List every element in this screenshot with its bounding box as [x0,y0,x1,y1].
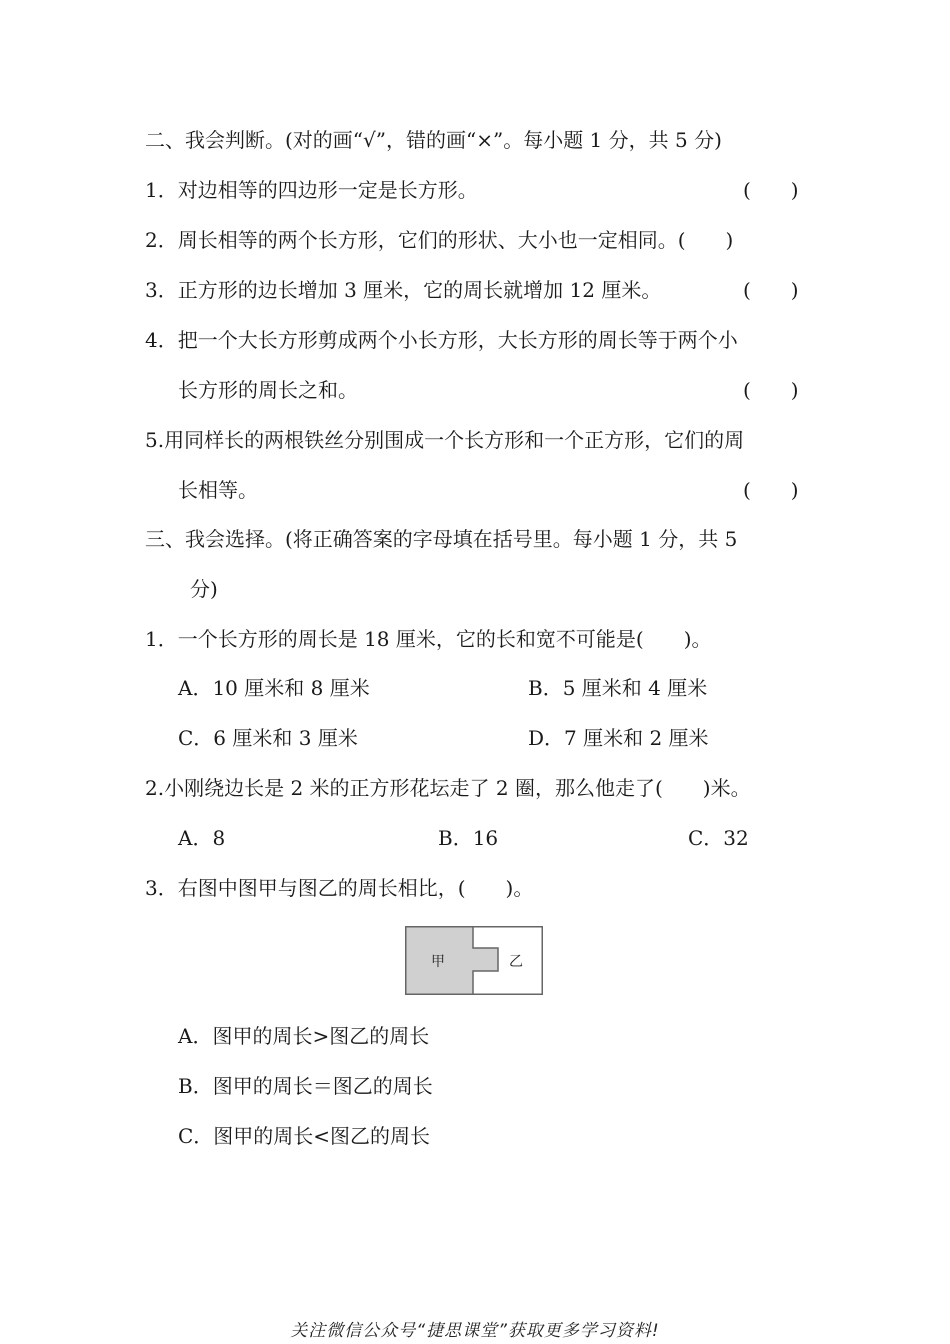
judge-item-4-line1: 4．把一个大长方形剪成两个小长方形，大长方形的周长等于两个小 [145,328,738,352]
footer-note: 关注微信公众号“捷思课堂”获取更多学习资料! [290,1321,660,1341]
answer-paren-3[interactable]: ( ) [743,278,799,302]
shape-jia-label: 甲 [431,954,445,970]
choice-q2-stem: 2.小刚绕边长是 2 米的正方形花坛走了 2 圈，那么他走了( )米。 [145,776,751,800]
section-3-title-cont: 分) [190,577,218,601]
q3-option-b[interactable]: B．图甲的周长＝图乙的周长 [178,1074,433,1098]
answer-paren-1[interactable]: ( ) [743,178,799,202]
judge-item-5-line2: 长相等。 [178,478,258,502]
q1-option-d[interactable]: D．7 厘米和 2 厘米 [528,726,709,750]
perimeter-figure [405,926,543,995]
judge-item-4-line2: 长方形的周长之和。 [178,378,358,402]
choice-q3-stem: 3．右图中图甲与图乙的周长相比，( )。 [145,876,534,900]
judge-item-1: 1．对边相等的四边形一定是长方形。 [145,178,478,202]
judge-item-3: 3．正方形的边长增加 3 厘米，它的周长就增加 12 厘米。 [145,278,662,302]
shape-yi-label: 乙 [509,954,523,970]
q2-option-a[interactable]: A．8 [178,826,226,850]
section-2-title: 二、我会判断。(对的画“√”，错的画“×”。每小题 1 分，共 5 分) [145,128,722,152]
answer-paren-4[interactable]: ( ) [743,378,799,402]
judge-item-2: 2．周长相等的两个长方形，它们的形状、大小也一定相同。( ) [145,228,734,252]
q3-option-c[interactable]: C．图甲的周长<图乙的周长 [178,1124,431,1148]
choice-q1-stem: 1．一个长方形的周长是 18 厘米，它的长和宽不可能是( )。 [145,627,712,651]
q3-option-a[interactable]: A．图甲的周长>图乙的周长 [178,1024,430,1048]
answer-paren-5[interactable]: ( ) [743,478,799,502]
q1-option-c[interactable]: C．6 厘米和 3 厘米 [178,726,358,750]
judge-item-5-line1: 5.用同样长的两根铁丝分别围成一个长方形和一个正方形，它们的周 [145,428,745,452]
q1-option-b[interactable]: B．5 厘米和 4 厘米 [528,676,708,700]
q2-option-c[interactable]: C．32 [688,826,749,850]
section-3-title: 三、我会选择。(将正确答案的字母填在括号里。每小题 1 分，共 5 [145,527,738,551]
q2-option-b[interactable]: B．16 [438,826,499,850]
q1-option-a[interactable]: A．10 厘米和 8 厘米 [178,676,370,700]
